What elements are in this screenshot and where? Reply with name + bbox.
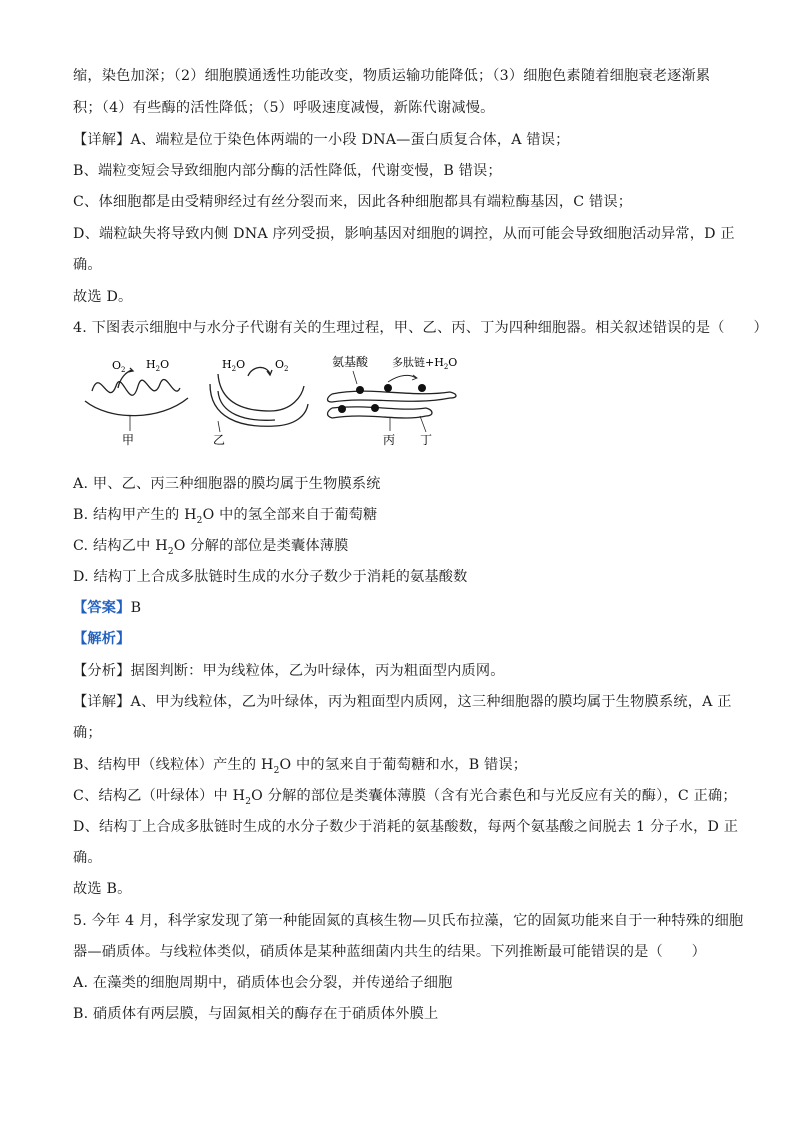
organelle-diagram [70, 346, 490, 451]
label-ding: 丁 [420, 433, 433, 447]
analysis-detail-a-cont: 确； [73, 725, 102, 741]
option-a: A. 甲、乙、丙三种细胞器的膜均属于生物膜系统 [73, 476, 381, 492]
text-line: 积；（4）有些酶的活性降低；（5）呼吸速度减慢，新陈代谢减慢。 [73, 100, 495, 116]
q5-option-b: B. 硝质体有两层膜，与固氮相关的酶存在于硝质体外膜上 [73, 1006, 439, 1022]
text-line: 缩，染色加深；（2）细胞膜通透性功能改变，物质运输功能降低；（3）细胞色素随着细胞衰老逐渐累 [73, 68, 711, 84]
analysis-fenxi: 【分析】据图判断：甲为线粒体，乙为叶绿体，丙为粗面型内质网。 [73, 663, 505, 679]
analysis-detail-a: 【详解】A、甲为线粒体，乙为叶绿体，丙为粗面型内质网，这三种细胞器的膜均属于生物膜系统，A 正 [73, 694, 732, 710]
choose-line: 故选 B。 [73, 881, 132, 897]
option-c: C. 结构乙中 $H_2O$ 分解的部位是类囊体薄膜 [73, 538, 349, 557]
label-jia: 甲 [122, 433, 135, 447]
text-line: 故选 D。 [73, 289, 133, 305]
text-line: 【详解】A、端粒是位于染色体两端的一小段 DNA—蛋白质复合体，A 错误； [73, 132, 570, 148]
peptide-label: 多肽链$+H_2O$ [392, 356, 458, 371]
option-b: B. 结构甲产生的 $H_2O$ 中的氢全部来自于葡萄糖 [73, 507, 378, 526]
label-bing: 丙 [383, 433, 396, 447]
text-line: D、端粒缺失将导致内侧 DNA 序列受损，影响基因对细胞的调控，从而可能会导致细胞活动异常，D 正 [73, 226, 735, 242]
rough-er-drawing [328, 371, 457, 432]
question-5-stem: 5. 今年 4 月，科学家发现了第一种能固氮的真核生物—贝氏布拉藻，它的固氮功能来自于一种特殊的细胞 [73, 913, 744, 929]
text-line: C、体细胞都是由受精卵经过有丝分裂而来，因此各种细胞都具有端粒酶基因，C 错误； [73, 194, 633, 210]
analysis-detail-d-cont: 确。 [73, 850, 102, 866]
analysis-detail-c: C、结构乙（叶绿体）中 $H_2O$ 分解的部位是类囊体薄膜（含有光合素色和与光反应有关的酶），C 正确； [73, 788, 737, 807]
text-line: B、端粒变短会导致细胞内部分酶的活性降低，代谢变慢，B 错误； [73, 163, 502, 179]
analysis-detail-b: B、结构甲（线粒体）产生的 $H_2O$ 中的氢来自于葡萄糖和水，B 错误； [73, 757, 528, 776]
option-d: D. 结构丁上合成多肽链时生成的水分子数少于消耗的氨基酸数 [73, 569, 468, 585]
h2o-label-jia: $H_2O$ [146, 358, 170, 373]
h2o-label-yi: $H_2O$ [222, 358, 246, 373]
text-line: 确。 [73, 257, 102, 273]
label-yi: 乙 [213, 433, 226, 447]
question-5-stem-cont: 器—硝质体。与线粒体类似，硝质体是某种蓝细菌内共生的结果。下列推断最可能错误的是（ ） [73, 944, 707, 960]
amino-acid-label: 氨基酸 [332, 355, 369, 369]
chloroplast-drawing [210, 367, 308, 432]
analysis-heading: 【解析】 [73, 631, 131, 647]
o2-label-yi: $O_2$ [275, 358, 289, 373]
organelle-figure [70, 346, 490, 451]
question-4-stem: 4. 下图表示细胞中与水分子代谢有关的生理过程，甲、乙、丙、丁为四种细胞器。相关叙述错误的是（ ） [73, 320, 768, 336]
analysis-detail-d: D、结构丁上合成多肽链时生成的水分子数少于消耗的氨基酸数，每两个氨基酸之间脱去 1 分子水，D 正 [73, 819, 739, 835]
o2-label-jia: $O_2$ [112, 359, 126, 374]
q5-option-a: A. 在藻类的细胞周期中，硝质体也会分裂，并传递给子细胞 [73, 975, 453, 991]
answer-line: 【答案】B [73, 600, 142, 616]
mitochondrion-drawing [85, 368, 188, 431]
